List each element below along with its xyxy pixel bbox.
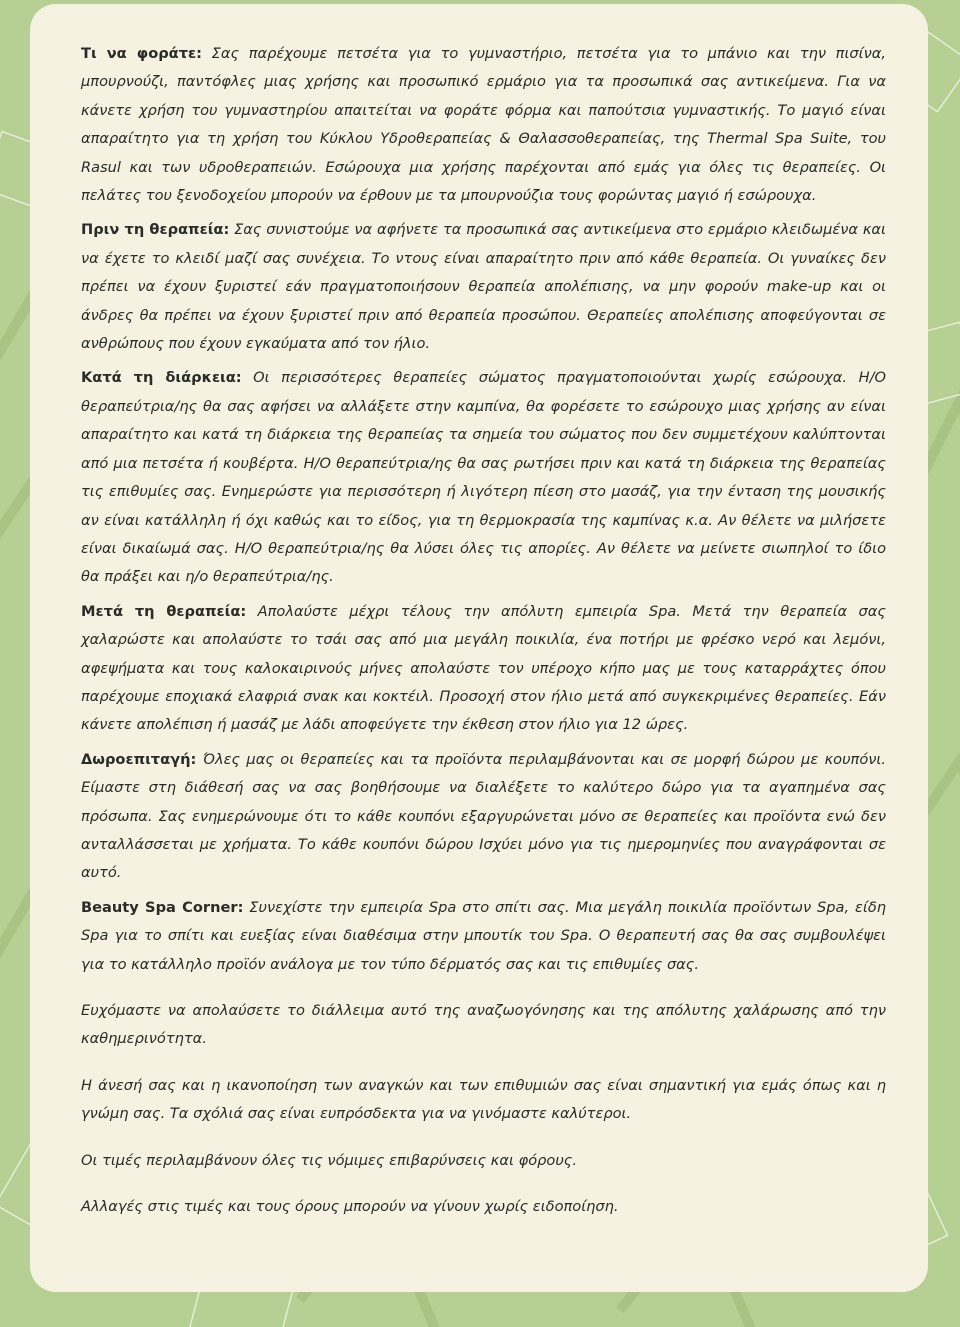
section-text: Όλες μας οι θεραπείες και τα προϊόντα περιλαμβάνονται και σε μορφή δώρου με κουπόνι. Είμαστε στη διάθεσή σας να σας βοηθήσουμε να διαλέξετε το καλύτερο δώρο για τα αγαπημένα σας πρόσωπα. Σας ενημερώνουμε ότι το κάθε κουπόνι εξαργυρώνεται μόνο σε θεραπείες και προϊόντα ενώ δεν ανταλλάσσεται με χρήματα. Το κάθε κουπόνι δώρου Ισχύει μόνο για τις ημερομηνίες που αναγράφονται σε αυτό. [81, 750, 886, 882]
section-text: Σας συνιστούμε να αφήνετε τα προσωπικά σας αντικείμενα στο ερμάριο κλειδωμένα και να έχετε το κλειδί μαζί σας συνέχεια. Το ντους είναι απαραίτητο πριν από κάθε θεραπεία. Οι γυναίκες δεν πρέπει να έχουν ξυριστεί εάν πραγματοποιήσουν θεραπεία απολέπισης, να μην φορούν make-up και οι άνδρες θα πρέπει να έχουν ξυριστεί πριν από θεραπεία προσώπου. Θεραπείες απολέπισης αποφεύγονται σε ανθρώπους που έχουν εγκαύματα από τον ήλιο. [81, 221, 886, 353]
closing-price-changes: Αλλαγές στις τιμές και τους όρους μπορούν να γίνουν χωρίς ειδοποίηση. [81, 1198, 619, 1216]
section-before-treatment [81, 216, 886, 358]
section-label: Δωροεπιταγή: [81, 750, 197, 768]
section-text: Σας παρέχουμε πετσέτα για το γυμναστήριο, πετσέτα για το μπάνιο και την πισίνα, μπουρνούζι, παντόφλες μιας χρήσης και προσωπικό ερμάριο για τα προσωπικά σας αντικείμενα. Για να κάνετε χρήση του γυμναστηρίου απαιτείται να φοράτε φόρμα και παπούτσια γυμναστικής. Το μαγιό είναι απαραίτητο για τη χρήση του Κύκλου Υδροθεραπείας & Θαλασσοθεραπείας, της Thermal Spa Suite, του Rasul και των υδροθεραπειών. Εσώρουχα μια χρήσης παρέχονται από εμάς για όλες τις θεραπείες. Οι πελάτες του ξενοδοχείου μπορούν να έρθουν με τα μπουρνούζια τους φορώντας μαγιό ή εσώρουχα. [81, 45, 886, 205]
section-label: Πριν τη θεραπεία: [81, 221, 230, 239]
section-label: Τι να φοράτε: [81, 45, 202, 62]
closing-wish: Ευχόμαστε να απολαύσετε το διάλλειμα αυτό της αναζωογόνησης και της απόλυτης χαλάρωσης από την καθημερινότητα. [81, 1002, 886, 1048]
closing-prices-taxes: Οι τιμές περιλαμβάνουν όλες τις νόμιμες επιβαρύνσεις και φόρους. [81, 1151, 577, 1169]
section-beauty-spa-corner [81, 894, 886, 979]
section-during-treatment [81, 364, 886, 591]
section-label: Κατά τη διάρκεια: [81, 369, 242, 387]
section-text: Συνεχίστε την εμπειρία Spa στο σπίτι σας. Μια μεγάλη ποικιλία προϊόντων Spa, είδη Spa για το σπίτι και ευεξίας είναι διαθέσιμα στην μπουτίκ του Spa. Ο θεραπευτή σας θα σας συμβουλέψει για το κατάλληλο προϊόν ανάλογα με τον τύπο δέρματός σας και τις επιθυμίες σας. [81, 898, 886, 973]
section-gift-voucher [81, 746, 886, 888]
section-what-to-wear [81, 40, 886, 210]
closing-feedback: Η άνεσή σας και η ικανοποίηση των αναγκών και των επιθυμιών σας είναι σημαντική για εμάς όπως και η γνώμη σας. Τα σχόλιά σας είναι ευπρόσδεκτα για να γινόμαστε καλύτεροι. [81, 1076, 886, 1123]
section-text: Οι περισσότερες θεραπείες σώματος πραγματοποιούνται χωρίς εσώρουχα. Η/Ο θεραπεύτρια/ης θα σας αφήσει να αλλάξετε στην καμπίνα, θα φορέσετε το εσώρουχο μιας χρήσης αν είναι απαραίτητο και κατά τη διάρκεια της θεραπείας τα σημεία του σώματος που δεν συμμετέχουν καλύπτονται από μια πετσέτα ή κουβέρτα. Η/Ο θεραπεύτρια/ης θα σας ρωτήσει πριν και κατά τη διάρκεια της θεραπείας τις επιθυμίες σας. Ενημερώστε για περισσότερη ή λιγότερη πίεση στο μασάζ, για την ένταση της μουσικής αν είναι κατάλληλη ή όχι καθώς και το είδος, για τη θερμοκρασία της καμπίνας κ.α. Αν θέλετε να μιλήσετε είναι δικαίωμά σας. Η/Ο θεραπεύτρια/ης θα λύσει όλες τις απορίες. Αν θέλετε να μείνετε σιωπηλοί το ίδιο θα πράξει και η/ο θεραπεύτρια/ης. [81, 369, 887, 586]
document-body [81, 40, 886, 1227]
section-label: Beauty Spa Corner: [81, 898, 244, 916]
section-label: Μετά τη θεραπεία: [81, 602, 247, 620]
section-text: Απολαύστε μέχρι τέλους την απόλυτη εμπειρία Spa. Μετά την θεραπεία σας χαλαρώστε και απολαύστε το τσάι σας από μια μεγάλη ποικιλία, ένα ποτήρι με φρέσκο νερό και λεμόνι, αφεψήματα και τους καλοκαιρινούς μήνες απολαύστε τον υπέροχο κήπο μας με τους καταρράχτες όπου παρέχουμε εποχιακά ελαφριά σνακ και κοκτέιλ. Προσοχή στον ήλιο μετά από συγκεκριμένες θεραπείες. Εάν κάνετε απολέπιση ή μασάζ με λάδι αποφεύγετε την έκθεση στον ήλιο για 12 ώρες. [81, 602, 886, 734]
section-after-treatment [81, 598, 886, 740]
